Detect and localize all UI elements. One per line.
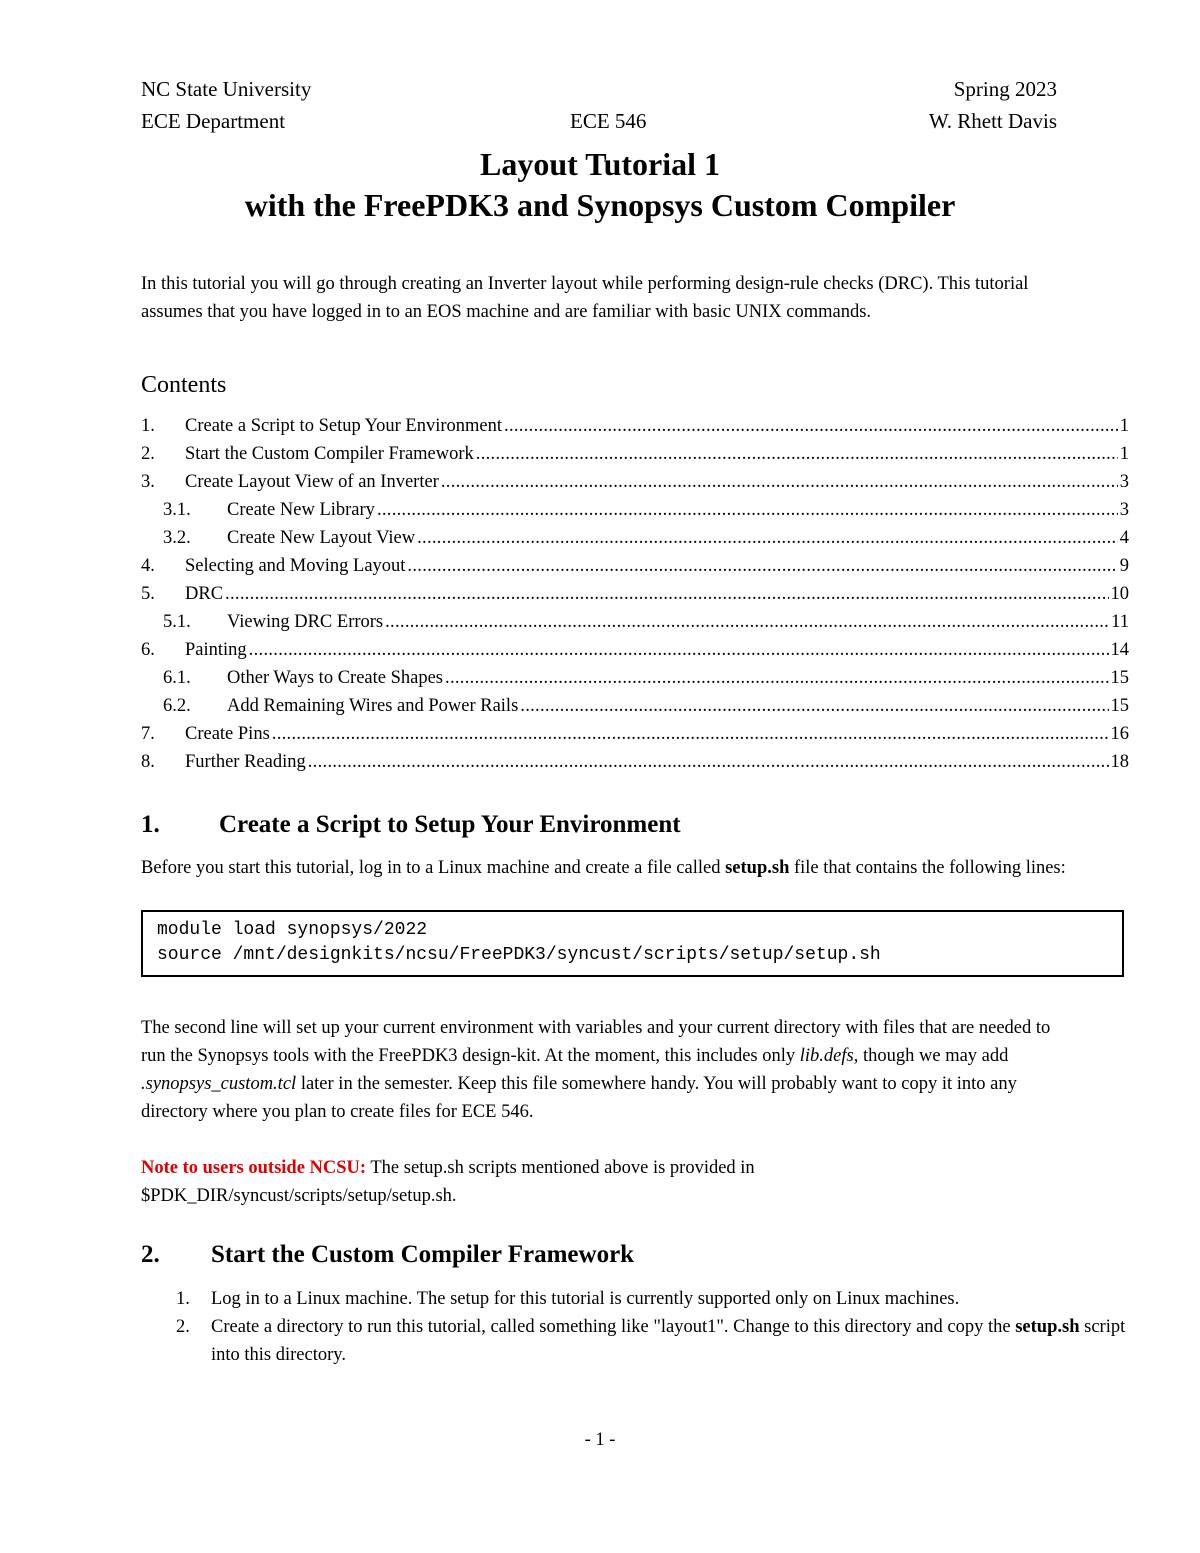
code-line-2: source /mnt/designkits/ncsu/FreePDK3/syncust/scripts/setup/setup.sh [157,945,881,965]
section-2-number: 2. [141,1241,160,1268]
document-subtitle: with the FreePDK3 and Synopsys Custom Compiler [244,187,956,223]
toc-leader [441,472,1118,493]
toc-page: 3 [1119,472,1129,492]
section-2-title: Start the Custom Compiler Framework [211,1241,635,1268]
toc-number: 6. [141,640,155,660]
toc-leader [377,500,1118,521]
toc-leader [520,696,1108,717]
toc-label: Selecting and Moving Layout [185,556,406,576]
header-department: ECE Department [141,109,286,133]
toc-number: 3.1. [163,500,191,520]
toc-page: 9 [1119,556,1129,576]
toc-number: 3.2. [163,528,191,548]
header-author: W. Rhett Davis [928,109,1057,133]
section-1-title: Create a Script to Setup Your Environment [219,811,681,838]
filename-italic: lib.defs [799,1046,854,1066]
toc-leader [272,724,1109,745]
section-1-paragraph-2 [141,1014,1061,1126]
toc-item[interactable] [141,584,1129,612]
toc-number: 4. [141,556,155,576]
header-course: ECE 546 [570,109,647,133]
toc-number: 7. [141,724,155,744]
toc-number: 6.2. [163,696,191,716]
toc-leader [476,444,1118,465]
toc-item[interactable] [141,752,1129,780]
toc-label: DRC [185,584,224,604]
page-number: - 1 - [584,1430,616,1450]
toc-item[interactable] [141,472,1129,500]
code-line-1: module load synopsys/2022 [157,920,428,940]
list-number: 2. [176,1317,190,1337]
toc-label: Create New Library [227,500,375,520]
toc-label: Viewing DRC Errors [227,612,384,632]
toc-page: 3 [1119,500,1129,520]
note-text: The setup.sh scripts mentioned above is provided in $PDK_DIR/syncust/scripts/setup/setup.sh. [141,1158,755,1206]
toc-label: Create Pins [185,724,270,744]
section-1-number: 1. [141,811,160,838]
header-university: NC State University [141,77,312,101]
toc-page: 10 [1110,584,1129,604]
section-1-paragraph-1 [141,854,1091,882]
filename-bold: setup.sh [725,858,790,878]
toc-label: Create New Layout View [227,528,416,548]
toc-number: 2. [141,444,155,464]
toc-item[interactable] [141,668,1129,696]
toc-page: 11 [1111,612,1129,632]
contents-heading: Contents [141,372,227,398]
toc-item[interactable] [141,612,1129,640]
toc-item[interactable] [141,500,1129,528]
toc-leader [504,416,1118,437]
toc-page: 15 [1110,696,1129,716]
toc-leader [308,752,1109,773]
toc-leader [407,556,1117,577]
toc-label: Further Reading [185,752,306,772]
toc-leader [225,584,1108,605]
toc-label: Create a Script to Setup Your Environment [185,416,503,436]
filename-bold: setup.sh [1015,1317,1080,1337]
toc-item[interactable] [141,444,1129,472]
text-run: The second line will set up your current environment with variables and your current directory with files that are needed to run the Synopsys tools with the FreePDK3 design-kit. At the moment, this includes only [141,1018,1051,1066]
section-2-list [176,1285,1126,1369]
section-2-heading [141,1241,634,1269]
toc-page: 4 [1119,528,1129,548]
toc-leader [249,640,1109,661]
header-semester: Spring 2023 [953,77,1057,101]
toc-page: 18 [1110,752,1129,772]
code-block [141,910,1124,977]
toc-item[interactable] [141,640,1129,668]
toc-number: 6.1. [163,668,191,688]
toc-leader [385,612,1109,633]
list-item [176,1285,1126,1313]
filename-italic: .synopsys_custom.tcl [141,1074,297,1094]
toc-number: 8. [141,752,155,772]
toc-leader [417,528,1118,549]
toc-item[interactable] [141,556,1129,584]
toc-number: 3. [141,472,155,492]
toc-item[interactable] [141,416,1129,444]
text-run: later in the semester. Keep this file somewhere handy. You will probably want to copy it into any directory where you plan to create files for ECE 546. [141,1074,1017,1122]
document-title: Layout Tutorial 1 [479,146,721,182]
toc-number: 1. [141,416,155,436]
section-1-heading [141,811,681,839]
text-run: , though we may add [853,1046,1009,1066]
section-1-note [141,1154,871,1210]
toc-leader [445,668,1108,689]
list-number: 1. [176,1289,190,1309]
toc-page: 1 [1119,416,1129,436]
list-text: Create a directory to run this tutorial, called something like "layout1". Change to this directory and copy the [211,1317,1016,1337]
toc-number: 5. [141,584,155,604]
list-text: Log in to a Linux machine. The setup for this tutorial is currently supported only on Linux machines. [211,1289,960,1309]
toc-label: Create Layout View of an Inverter [185,472,439,492]
toc-page: 16 [1110,724,1129,744]
toc-label: Start the Custom Compiler Framework [185,444,474,464]
text-run: file that contains the following lines: [789,858,1066,878]
note-label: Note to users outside NCSU: [141,1158,367,1178]
toc-page: 1 [1119,444,1129,464]
toc-label: Painting [185,640,247,660]
toc-number: 5.1. [163,612,191,632]
toc-item[interactable] [141,724,1129,752]
list-text: script into this directory. [211,1317,1126,1365]
toc-label: Add Remaining Wires and Power Rails [227,696,519,716]
toc-label: Other Ways to Create Shapes [227,668,444,688]
table-of-contents [141,416,1131,786]
intro-paragraph: In this tutorial you will go through creating an Inverter layout while performing design-rule checks (DRC). This tutorial assumes that you have logged in to an EOS machine and are familiar with basic UNIX commands. [141,274,1029,322]
text-run: Before you start this tutorial, log in to a Linux machine and create a file called [141,858,726,878]
toc-page: 15 [1110,668,1129,688]
toc-item[interactable] [141,696,1129,724]
toc-page: 14 [1110,640,1129,660]
toc-item[interactable] [141,528,1129,556]
list-item [176,1313,1126,1369]
